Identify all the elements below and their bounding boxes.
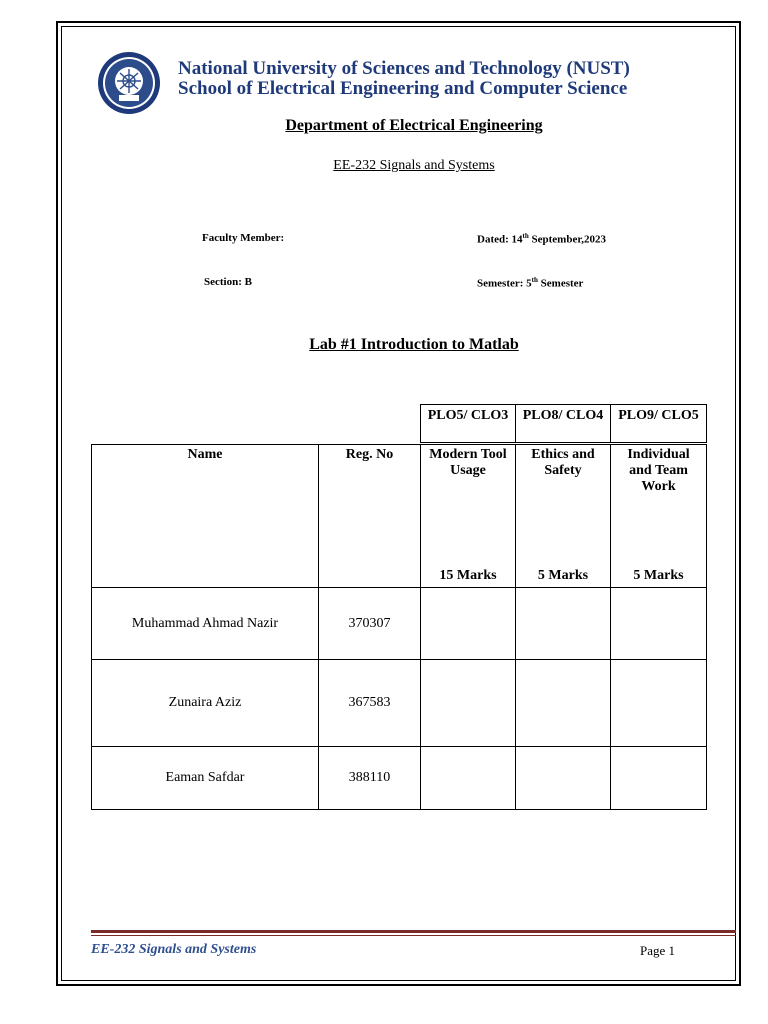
page-number: Page 1: [640, 943, 676, 958]
course-title: EE-232 Signals and Systems: [333, 158, 495, 173]
table-row: [92, 660, 707, 747]
plo-header-cell: PLO8/ CLO4: [516, 405, 611, 443]
student-name: Muhammad Ahmad Nazir: [92, 588, 319, 660]
column-header-reg: Reg. No: [319, 445, 421, 588]
department-title: Department of Electrical Engineering: [285, 117, 543, 134]
section-field: Section: B: [204, 276, 252, 288]
marks-label: 5 Marks: [633, 568, 684, 583]
footer-course: EE-232 Signals and Systems: [91, 942, 257, 957]
marks-label: 15 Marks: [439, 568, 497, 583]
marks-label: 5 Marks: [537, 568, 589, 583]
column-header-ethics: Ethics and Safety 5 Marks: [516, 445, 611, 588]
student-reg: 370307: [319, 588, 421, 660]
score-cell: [516, 588, 611, 660]
score-cell: [611, 588, 707, 660]
nust-seal-icon: [97, 51, 161, 115]
score-cell: [421, 660, 516, 747]
score-cell: [421, 747, 516, 810]
student-reg: 367583: [319, 660, 421, 747]
plo-header-cell: PLO5/ CLO3: [421, 405, 516, 443]
semester-field: Semester: 5th Semester: [477, 276, 584, 290]
column-header-modern-tool: Modern Tool Usage 15 Marks: [421, 445, 516, 588]
university-name: National University of Sciences and Technology (NUST): [178, 58, 630, 79]
plo-header-table: [420, 404, 707, 443]
student-name: Eaman Safdar: [92, 747, 319, 810]
student-name: Zunaira Aziz: [92, 660, 319, 747]
faculty-member-label: Faculty Member:: [202, 232, 285, 244]
dated-field: Dated: 14th September,2023: [477, 232, 606, 246]
footer-rule-thin: [91, 935, 736, 936]
plo-header-cell: PLO9/ CLO5: [611, 405, 707, 443]
school-name: School of Electrical Engineering and Computer Science: [178, 78, 628, 99]
student-reg: 388110: [319, 747, 421, 810]
score-cell: [516, 660, 611, 747]
table-header-row: [92, 445, 707, 588]
footer-rule: [91, 930, 736, 933]
marks-table: [91, 444, 707, 810]
score-cell: [611, 660, 707, 747]
table-row: [92, 747, 707, 810]
score-cell: [421, 588, 516, 660]
score-cell: [611, 747, 707, 810]
score-cell: [516, 747, 611, 810]
column-header-team-work: Individual and Team Work 5 Marks: [611, 445, 707, 588]
lab-title: Lab #1 Introduction to Matlab: [309, 336, 519, 353]
column-header-name: Name: [92, 445, 319, 588]
table-row: [92, 588, 707, 660]
